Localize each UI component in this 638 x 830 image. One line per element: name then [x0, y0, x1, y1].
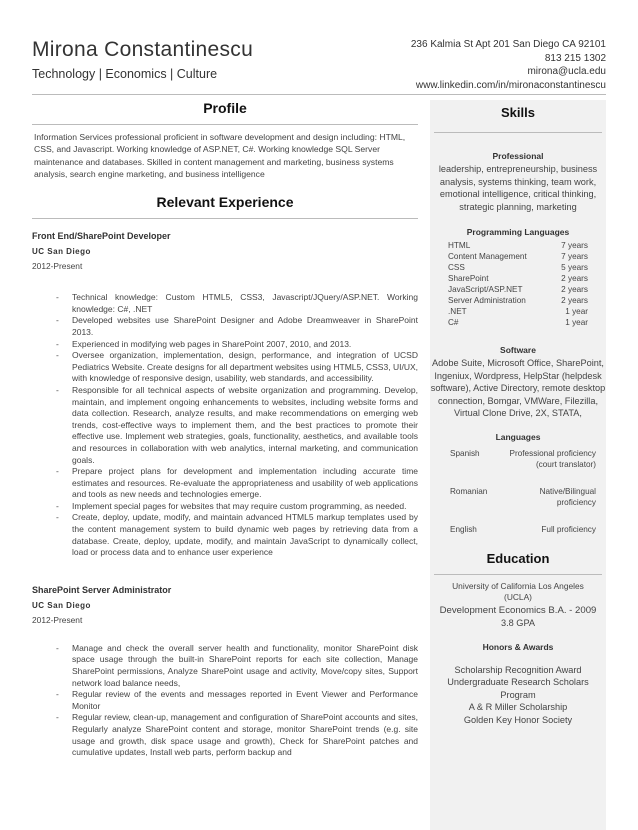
table-row: Spanish Professional proficiency (court translator) — [450, 448, 596, 469]
list-item: - Technical knowledge: Custom HTML5, CSS3, Javascript/JQuery/ASP.NET. Working knowledge: C#, .NET — [56, 292, 418, 314]
job-bullets — [32, 643, 418, 759]
profile-divider — [32, 124, 418, 125]
programming-title: Programming Languages — [466, 227, 570, 237]
list-item: - Developed websites use SharePoint Designer and Adobe Dreamweaver in SharePoint 2013. — [56, 315, 418, 337]
list-item: - Create, deploy, update, modify, and maintain advanced HTML5 markup templates used by the content management system to build dynamic web pages by retrieving data from a database. Create, deploy, update, modify, and maintain JavaScript to dynamically collect, load or process data and to enhance user experience — [56, 512, 418, 558]
list-item: Golden Key Honor Society — [463, 714, 573, 725]
languages-title: Languages — [495, 431, 541, 442]
education-school: University of California Los Angeles (UCLA) — [452, 580, 584, 602]
table-row: Content Management 7 years — [448, 252, 588, 261]
list-item: A & R Miller Scholarship — [468, 702, 568, 712]
table-row: C# 1 year — [448, 318, 588, 327]
job-entry — [32, 585, 418, 759]
programming-table — [448, 240, 588, 328]
main-column — [32, 100, 418, 759]
table-row: SharePoint 2 years — [448, 274, 588, 283]
list-item: - Oversee organization, implementation, design, performance, and integration of UCSD Pediatrics Website. Create designs for all department websites using HTML5, CSS3, UI/UX, with knowledge of responsive design, usability, web standards, and accessibility. — [56, 350, 418, 384]
table-row: HTML 7 years — [448, 241, 588, 250]
job-org: UC San Diego — [32, 600, 91, 610]
skills-divider — [434, 132, 602, 133]
header-divider — [32, 94, 606, 95]
job-dates: 2012-Present — [32, 261, 83, 272]
linkedin-link[interactable]: www.linkedin.com/in/mironaconstantinescu — [415, 79, 606, 91]
honors-list — [430, 664, 606, 727]
tagline: Technology | Economics | Culture — [32, 67, 218, 81]
list-item: - Experienced in modifying web pages in SharePoint 2007, 2010, and 2013. — [56, 338, 352, 349]
list-item: - Prepare project plans for development and implementation including accurate time estimates and resources. Re-evaluate the appropriateness and usability of web applications and tools as new needs and technologies emerge. — [56, 466, 418, 500]
professional-title: Professional — [492, 151, 544, 161]
profile-text: Information Services professional proficient in software development and design including: HTML, CSS, and Javascript. Working knowledge of ASP.NET, C#. Working knowledge SQL Server maintenance and databases. Skilled in content management and marketing, business systems analysis, search engine marketing, and business intelligence — [34, 132, 406, 179]
list-item: - Regular review of the events and messages reported in Event Viewer and Performance Monitor — [56, 689, 418, 711]
table-row: Romanian Native/Bilingual proficiency — [450, 486, 596, 507]
job-entry — [32, 231, 418, 559]
table-row: Server Administration 2 years — [448, 296, 588, 305]
list-item: - Implement special pages for websites that may require custom programming, as needed. — [56, 500, 407, 511]
job-bullets — [32, 292, 418, 559]
job-dates: 2012-Present — [32, 614, 83, 625]
experience-title: Relevant Experience — [156, 194, 294, 211]
job-title: Front End/SharePoint Developer — [32, 231, 171, 242]
languages-table — [440, 448, 596, 535]
candidate-name: Mirona Constantinescu — [32, 38, 254, 61]
address: 236 Kalmia St Apt 201 San Diego CA 92101 — [410, 39, 606, 50]
job-title: SharePoint Server Administrator — [32, 584, 172, 595]
list-item: - Regular review, clean-up, management and configuration of SharePoint accounts and sites, Regularly analyze SharePoint content and storage, monitor SharePoint trends (e.g. site usage and growth, disk space usage and growth), Check for SharePoint patches and cumulative updates, Install web parts, perform backup and — [56, 712, 418, 758]
phone: 813 215 1302 — [544, 52, 606, 64]
education-divider — [434, 574, 602, 575]
professional-text: leadership, entrepreneurship, business analysis, systems thinking, team work, emotional intelligence, critical thinking, strategic planning, marketing — [438, 164, 598, 212]
table-row: .NET 1 year — [448, 307, 588, 316]
education-degree: Development Economics B.A. - 2009 — [439, 604, 597, 616]
profile-title: Profile — [203, 100, 247, 116]
contact-block — [411, 38, 606, 92]
list-item: - Responsible for all technical aspects of website organization and programming. Develop, maintain, and implement ongoing enhancements to websites, including website forms and data collection. Research, analyze results, and make recommendations on emerging web trends, cost-effective ways to implement them, and the best practices to promote their effective use. Implement web strategies, goals, functionality, aesthetics, and available tools and resources in collaboration with web analytics, internal marketing, and communication goals. — [56, 384, 418, 465]
list-item: - Manage and check the overall server health and functionality, monitor SharePoint disk space usage through the built-in SharePoint reports for each site collection, Manage SharePoint permissions, Analyze SharePoint usage and activity, Move/copy sites, Support network load balance needs, — [56, 642, 418, 688]
education-title: Education — [486, 550, 550, 566]
software-title: Software — [500, 345, 536, 355]
table-row: English Full proficiency — [450, 524, 596, 534]
sidebar-column — [430, 100, 606, 830]
software-text: Adobe Suite, Microsoft Office, SharePoint, Ingeniux, Wordpress, HelpStar (helpdesk software), Active Directory, remote desktop connection, Bomgar, VMWare, Filezilla, Virtual Clone Drive, 2X, STATA, — [430, 358, 606, 418]
email-link[interactable]: mirona@ucla.edu — [527, 66, 606, 77]
table-row: JavaScript/ASP.NET 2 years — [448, 285, 588, 294]
list-item: Scholarship Recognition Award — [454, 664, 582, 675]
list-item: Undergraduate Research Scholars Program — [447, 677, 589, 700]
experience-divider — [32, 218, 418, 219]
education-gpa: 3.8 GPA — [500, 618, 536, 628]
honors-title: Honors & Awards — [482, 641, 554, 652]
job-org: UC San Diego — [32, 247, 91, 257]
table-row: CSS 5 years — [448, 263, 588, 272]
skills-title: Skills — [501, 105, 535, 120]
